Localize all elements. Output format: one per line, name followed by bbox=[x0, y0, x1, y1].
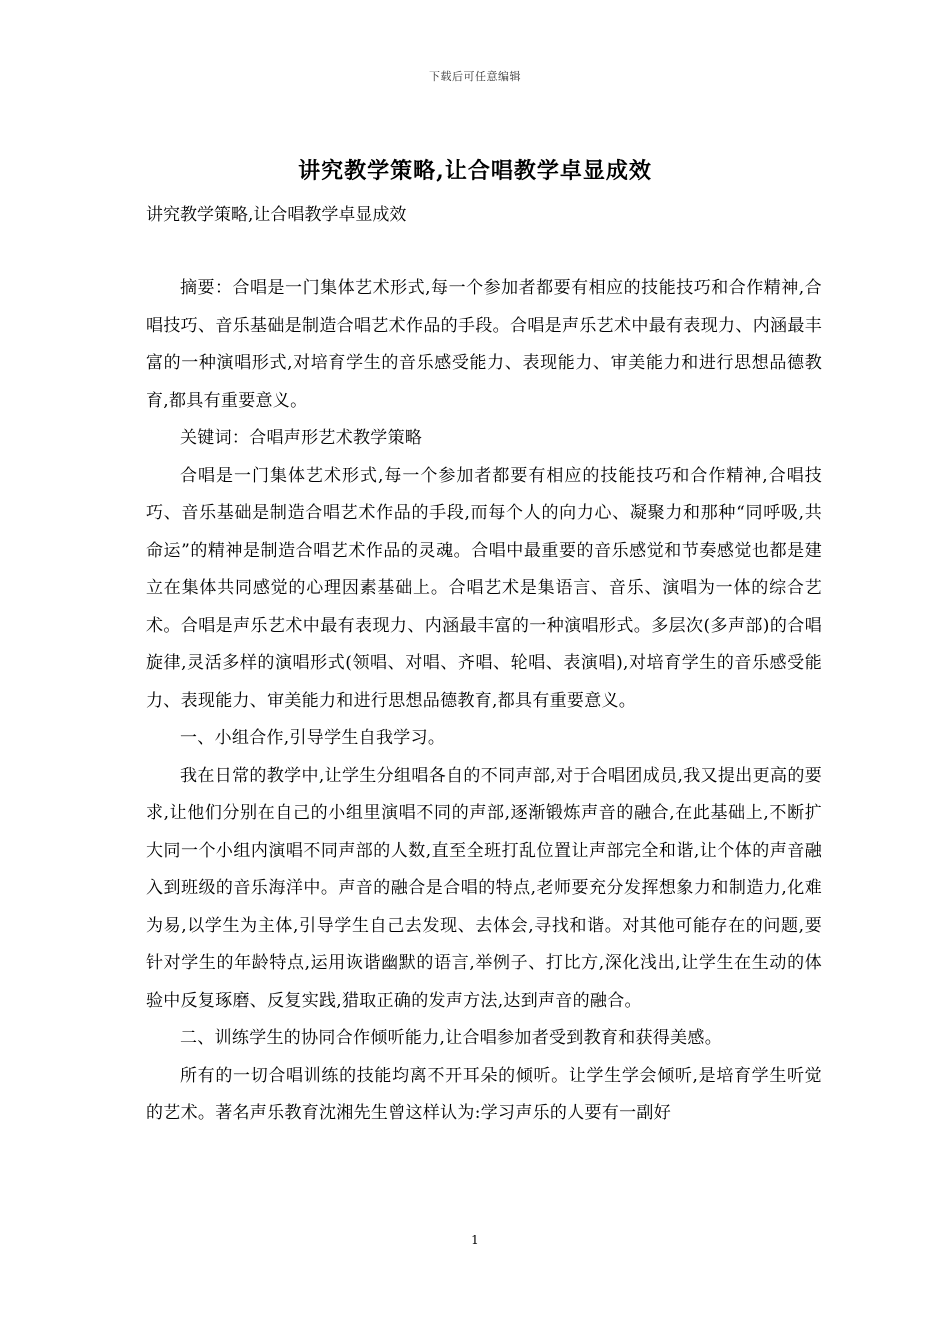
document-body bbox=[146, 270, 822, 1133]
abstract-paragraph: 摘要：合唱是一门集体艺术形式,每一个参加者都要有相应的技能技巧和合作精神,合唱技巧、音乐基础是制造合唱艺术作品的手段。合唱是声乐艺术中最有表现力、内涵最丰富的一种演唱形式,对培育学生的音乐感受能力、表现能力、审美能力和进行思想品德教育,都具有重要意义。 bbox=[146, 278, 822, 411]
document-title: 讲究教学策略,让合唱教学卓显成效 bbox=[298, 158, 652, 184]
header-note: 下载后可任意编辑 bbox=[429, 70, 521, 83]
section-heading: 一、小组合作,引导学生自我学习。 bbox=[180, 728, 446, 748]
body-paragraph: 我在日常的教学中,让学生分组唱各自的不同声部,对于合唱团成员,我又提出更高的要求,让他们分别在自己的小组里演唱不同的声部,逐渐锻炼声音的融合,在此基础上,不断扩大同一个小组内演唱不同声部的人数,直至全班打乱位置让声部完全和谐,让个体的声音融入到班级的音乐海洋中。声音的融合是合唱的特点,老师要充分发挥想象力和制造力,化难为易,以学生为主体,引导学生自己去发现、去体会,寻找和谐。对其他可能存在的问题,要针对学生的年龄特点,运用诙谐幽默的语言,举例子、打比方,深化浅出,让学生在生动的体验中反复琢磨、反复实践,猎取正确的发声方法,达到声音的融合。 bbox=[146, 765, 822, 1011]
body-paragraph: 所有的一切合唱训练的技能均离不开耳朵的倾听。让学生学会倾听,是培育学生听觉的艺术。著名声乐教育沈湘先生曾这样认为:学习声乐的人要有一副好 bbox=[146, 1065, 822, 1123]
body-paragraph: 合唱是一门集体艺术形式,每一个参加者都要有相应的技能技巧和合作精神,合唱技巧、音乐基础是制造合唱艺术作品的手段,而每个人的向力心、凝聚力和那种“同呼吸,共命运”的精神是制造合唱艺术作品的灵魂。合唱中最重要的音乐感觉和节奏感觉也都是建立在集体共同感觉的心理因素基础上。合唱艺术是集语言、音乐、演唱为一体的综合艺术。合唱是声乐艺术中最有表现力、内涵最丰富的一种演唱形式。多层次(多声部)的合唱旋律,灵活多样的演唱形式(领唱、对唱、齐唱、轮唱、表演唱),对培育学生的音乐感受能力、表现能力、审美能力和进行思想品德教育,都具有重要意义。 bbox=[146, 465, 822, 711]
page-number: 1 bbox=[471, 1233, 479, 1247]
keywords-paragraph: 关键词：合唱声形艺术教学策略 bbox=[180, 428, 423, 448]
document-subtitle: 讲究教学策略,让合唱教学卓显成效 bbox=[146, 205, 407, 225]
section-heading: 二、训练学生的协同合作倾听能力,让合唱参加者受到教育和获得美感。 bbox=[180, 1028, 723, 1048]
